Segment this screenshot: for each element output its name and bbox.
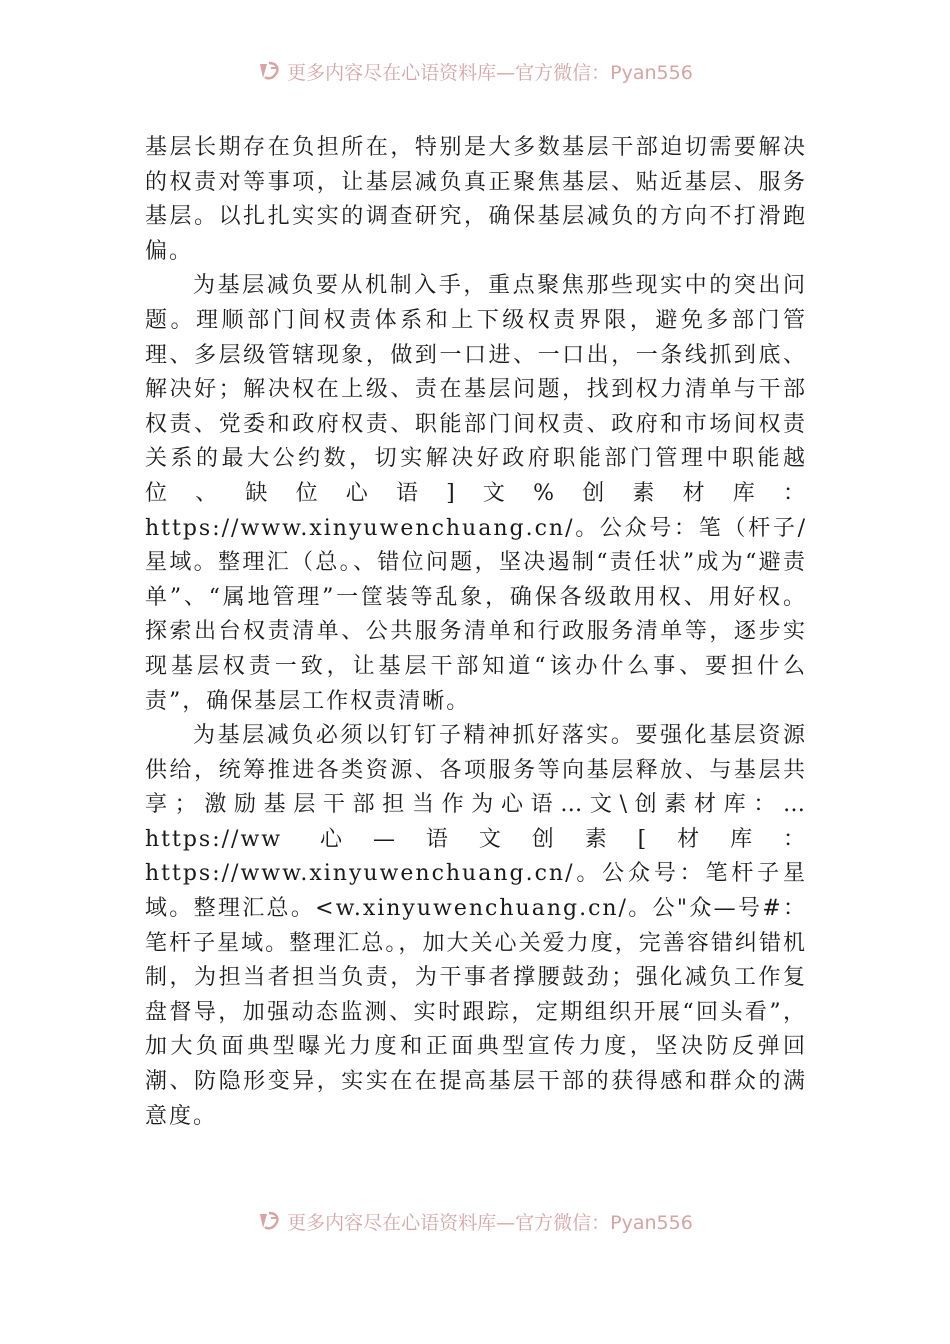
watermark-text: 更多内容尽在心语资料库—官方微信：Pyan556 (287, 1211, 693, 1234)
watermark-logo-icon (257, 1210, 283, 1232)
paragraph-3: 为基层减负必须以钉钉子精神抓好落实。要强化基层资源供给，统筹推进各类资源、各项服务等向基层释放、与基层共享；激励基层干部担当作为心语…文\创素材库：…https://ww 心—语文创素[材库：https://www.xinyuwenchuang.cn/。公众号：笔杆子星域。整理汇总。<w.xinyuwenchuang.cn/。公"众—号#：笔杆子星域。整理汇总。，加大关心关爱力度，完善容错纠错机制，为担当者担当负责，为干事者撑腰鼓劲；强化减负工作复盘督导，加强动态监测、实时跟踪，定期组织开展“回头看”，加大负面典型曝光力度和正面典型宣传力度，坚决防反弹回潮、防隐形变异，实实在在提高基层干部的获得感和群众的满意度。 (145, 723, 807, 1129)
watermark-text: 更多内容尽在心语资料库—官方微信：Pyan556 (287, 61, 693, 84)
header-watermark (0, 56, 950, 86)
paragraph-1: 基层长期存在负担所在，特别是大多数基层干部迫切需要解决的权责对等事项，让基层减负真正聚焦基层、贴近基层、服务基层。以扎扎实实的调查研究，确保基层减负的方向不打滑跑偏。 (145, 135, 807, 264)
footer-watermark (0, 1206, 950, 1236)
document-body (145, 131, 807, 1134)
watermark-logo-icon (257, 60, 283, 82)
paragraph-2: 为基层减负要从机制入手，重点聚焦那些现实中的突出问题。理顺部门间权责体系和上下级权责界限，避免多部门管理、多层级管辖现象，做到一口进、一口出，一条线抓到底、解决好；解决权在上级、责在基层问题，找到权力清单与干部权责、党委和政府权责、职能部门间权责、政府和市场间权责关系的最大公约数，切实解决好政府职能部门管理中职能越位、缺位心语]文%创素材库：https://www.xinyuwenchuang.cn/。公众号：笔（杆子/星域。整理汇（总。、错位问题，坚决遏制“责任状”成为“避责单”、“属地管理”一筐装等乱象，确保各级敢用权、用好权。探索出台权责清单、公共服务清单和行政服务清单等，逐步实现基层权责一致，让基层干部知道“该办什么事、要担什么责”，确保基层工作权责清晰。 (145, 273, 807, 714)
